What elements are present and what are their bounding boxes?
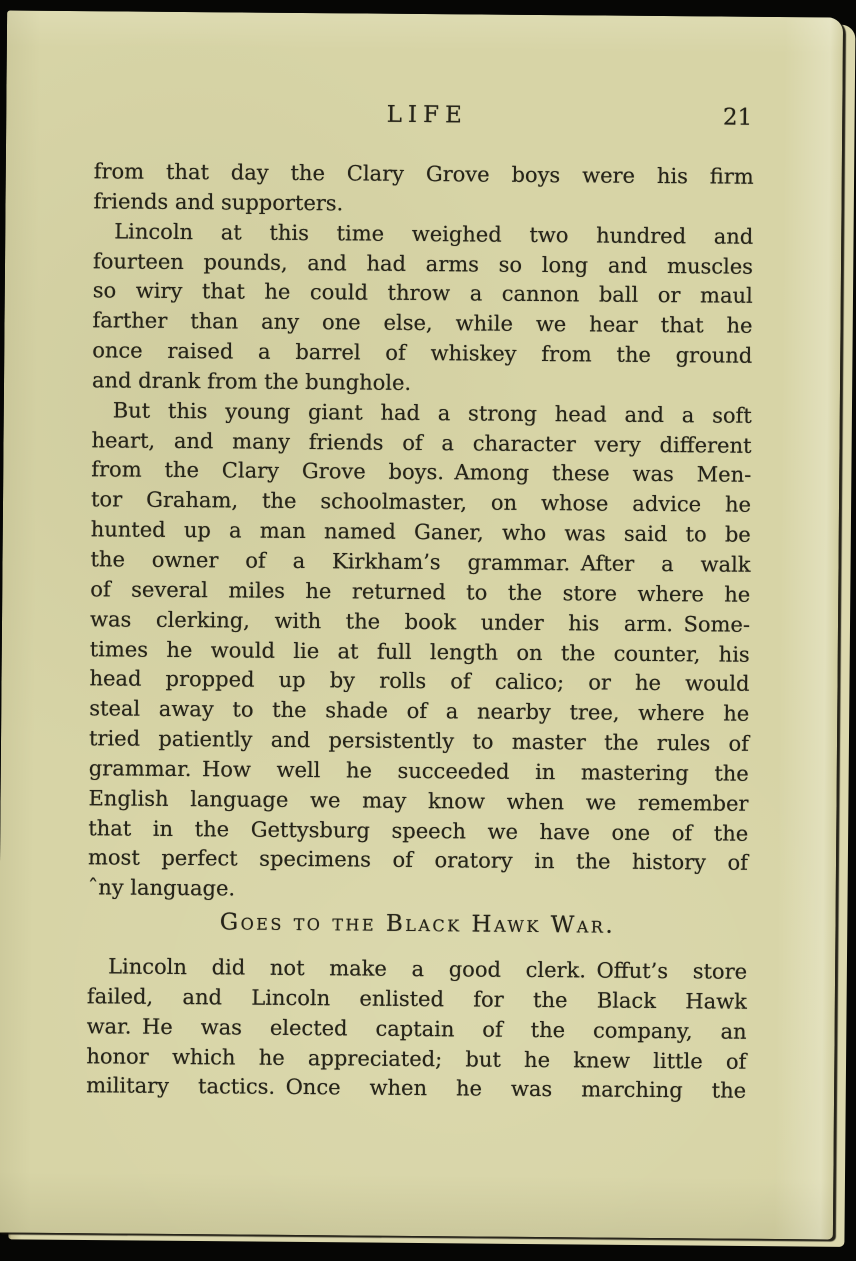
text-line: from that day the Clary Grove boys were his firm: [93, 159, 754, 189]
text-line: hunted up a man named Ganer, who was said to be: [90, 517, 751, 547]
text-line: Lincoln at this time weighed two hundred and: [114, 219, 754, 249]
page-body: [86, 157, 754, 1107]
text-line: honor which he appreciated; but he knew little of: [86, 1043, 747, 1074]
running-title: LIFE: [386, 101, 468, 129]
text-line: the owner of a Kirkham’s grammar. After a walk: [90, 547, 751, 577]
text-line: head propped up by rolls of calico; or he would: [89, 666, 750, 697]
text-line: that in the Gettysburg speech we have one of the: [88, 815, 749, 846]
paragraph: [92, 217, 753, 402]
text-line: failed, and Lincoln enlisted for the Black Hawk: [86, 984, 747, 1014]
paragraph: [86, 952, 747, 1107]
text-line: military tactics. Once when he was marching the: [86, 1073, 747, 1104]
text-line: once raised a barrel of whiskey from the ground: [92, 338, 753, 368]
text-line: war. He was elected captain of the company, an: [86, 1014, 747, 1044]
paragraph: [88, 396, 752, 909]
text-line: ˆny language.: [87, 875, 236, 901]
text-line: grammar. How well he succeeded in mastering the: [88, 756, 749, 786]
book-page: [0, 11, 843, 1240]
text-line: heart, and many friends of a character very different: [91, 427, 752, 458]
text-line: and drank from the bunghole.: [91, 368, 412, 395]
text-line: farther than any one else, while we hear that he: [92, 308, 753, 338]
text-line: was clerking, with the book under his arm. Some-: [89, 606, 751, 637]
text-line: friends and supporters.: [93, 189, 344, 216]
text-line: of several miles he returned to the store where he: [90, 577, 751, 607]
text-line: so wiry that he could throw a cannon ball or maul: [92, 278, 753, 309]
text-line: tried patiently and persistently to master the rules of: [88, 726, 750, 756]
text-line: Lincoln did not make a good clerk. Offut’s store: [108, 954, 748, 984]
text-line: times he would lie at full length on the counter, his: [89, 636, 750, 667]
running-header: [94, 97, 754, 135]
text-line: English language we may know when we remember: [88, 785, 749, 816]
text-line: from the Clary Grove boys. Among these was Men-: [91, 457, 752, 488]
text-line: tor Graham, the schoolmaster, on whose advice he: [90, 487, 752, 518]
text-line: most perfect specimens of oratory in the history of: [87, 845, 749, 876]
section-heading: Goes to the Black Hawk War.: [219, 909, 616, 939]
paragraph: [93, 157, 753, 222]
text-line: steal away to the shade of a nearby tree, where he: [89, 696, 750, 726]
page-number: 21: [722, 104, 753, 131]
text-line: But this young giant had a strong head and a soft: [112, 398, 752, 428]
text-line: fourteen pounds, and had arms so long and muscles: [92, 248, 754, 279]
